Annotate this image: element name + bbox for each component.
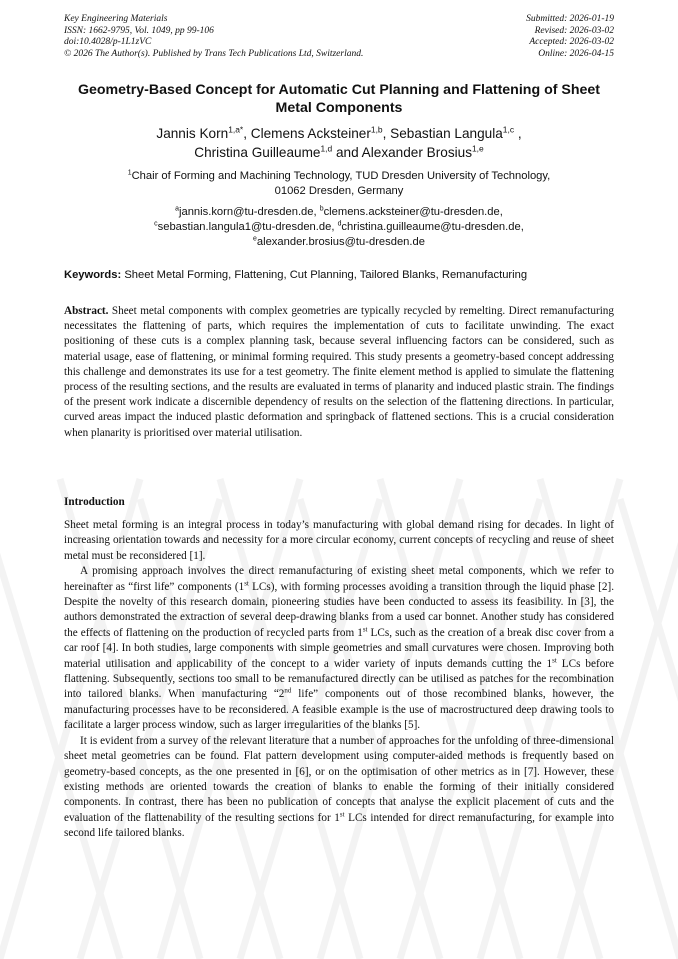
keywords-label: Keywords: xyxy=(64,269,122,281)
author-emails: $^a$jannis.korn@tu-dresden.de, $^b$clemens.acksteiner@tu-dresden.de, $^c$sebastian.langula1@tu-dresden.de, $^d$christina.guilleaume@tu-dresden.de, $^e$alexander.brosius@tu-dresden.de xyxy=(154,205,524,248)
email-link[interactable]: $^c$sebastian.langula1@tu-dresden.de xyxy=(154,220,332,233)
date-online: Online: 2026-04-15 xyxy=(538,48,614,59)
author-list xyxy=(64,124,614,162)
email-link[interactable]: $^e$alexander.brosius@tu-dresden.de xyxy=(253,234,425,248)
journal-copyright: © 2026 The Author(s). Published by Trans Tech Publications Ltd, Switzerland. xyxy=(64,48,364,59)
journal-issn: ISSN: 1662-9795, Vol. 1049, pp 99-106 xyxy=(64,25,214,36)
author: Clemens Acksteiner$^{1,b}$, xyxy=(250,124,391,141)
abstract-text: Sheet metal components with complex geometries are typically recycled by remelting. Direct remanufacturing necessitates the flattening of parts, which requires the implementation of cuts to facilitate unwinding. The exact positioning of these cuts is a complex planning task, because several influencing factors can be considered, such as material usage, ease of flattening, or minimal forming required. This study presents a geometry-based concept addressing this challenge and demonstrates its use for a test geometry. The finite element method is applied to simulate the flattening process of the resulting sections, and the results are evaluated in terms of planarity and induced plastic strain. The findings of the present work indicate a discernible dependency of results on the selection of the flattening directions. In particular, curved areas impact the induced plastic deformation and springback of flattened sections. This is a crucial consideration when planarity is prioritised over material utilisation. xyxy=(64,305,614,439)
paragraph: A promising approach involves the direct remanufacturing of existing sheet metal components, which we refer to hereinafter as “first life” components (1st LCs), with forming processes avoiding a transition through the liquid phase [2]. Despite the novelty of this research domain, pioneering studies have been conducted to assess its feasibility. In [3], the authors demonstrated the extraction of several deep-drawing blanks from a used car bonnet. Another study has considered the effects of flattening on the production of recycled parts from 1st LCs, such as the creation of a break disc cover from a car roof [4]. In both studies, large components with simple geometries and small curvatures were chosen. Improving both material utilisation and applicability of the concept to a wider variety of inputs demands cutting the 1st LCs before flattening. Subsequently, sections too small to be remanufactured directly can be utilised as patches for the recombination into tailored blanks. When manufacturing “2nd life” components out of those recombined blanks, however, the manufacturing processes have to be reconsidered. A feasible example is the use of macrostructured deep drawing tools to facilitate a larger process window, such as larger irregularities of the blanks [5]. xyxy=(64,565,614,732)
journal-name: Key Engineering Materials xyxy=(64,14,168,24)
author: Jannis Korn$^{1,a*}$, xyxy=(156,124,251,141)
abstract xyxy=(64,304,614,441)
introduction-body xyxy=(64,518,614,842)
date-revised: Revised: 2026-03-02 xyxy=(534,25,614,36)
date-submitted: Submitted: 2026-01-19 xyxy=(526,14,614,24)
email-link[interactable]: $^a$jannis.korn@tu-dresden.de xyxy=(175,205,314,218)
author: Alexander Brosius$^{1,e}$ xyxy=(361,143,484,160)
email-link[interactable]: $^b$clemens.acksteiner@tu-dresden.de xyxy=(319,205,500,218)
date-accepted: Accepted: 2026-03-02 xyxy=(529,37,614,48)
journal-doi[interactable]: doi:10.4028/p-1L1zVC xyxy=(64,37,152,48)
email-link[interactable]: $^d$christina.guilleaume@tu-dresden.de xyxy=(337,220,521,233)
keywords xyxy=(64,268,614,282)
paper-title: Geometry-Based Concept for Automatic Cut Planning and Flattening of Sheet Metal Components xyxy=(77,82,601,116)
paragraph: Sheet metal forming is an integral process in today’s manufacturing with global demand rising for decades. In light of increasing orientation towards and necessity for a more circular economy, current concepts of recycling and reuse of sheet metal must be reconsidered [1]. xyxy=(64,519,614,562)
keywords-list: Sheet Metal Forming, Flattening, Cut Planning, Tailored Blanks, Remanufacturing xyxy=(124,269,528,281)
abstract-label: Abstract. xyxy=(64,305,109,317)
affiliation: $^1$Chair of Forming and Machining Technology, TUD Dresden University of Technology, 01062 Dresden, Germany xyxy=(127,169,551,197)
author: Christina Guilleaume$^{1,d}$ and xyxy=(194,143,362,160)
author: Sebastian Langula$^{1,c}$ , xyxy=(390,124,522,141)
journal-info xyxy=(64,14,363,60)
publication-dates xyxy=(526,14,614,60)
section-heading-introduction: Introduction xyxy=(64,496,125,508)
paragraph: It is evident from a survey of the relevant literature that a number of approaches for the unfolding of three-dimensional sheet metal geometries can be found. Flat pattern development using computer-aided methods is frequently based on geometry-based concepts, as the one presented in [6], or on the optimisation of other metrics as in [7]. However, these existing methods are oriented towards the creation of blanks to enable the forming of their initially considered components. In contrast, there has been no publication of concepts that analyse the explicit placement of cuts and the evaluation of the flattenability of the resulting sections for 1st LCs intended for direct remanufacturing, for example into second life tailored blanks. xyxy=(64,734,614,840)
